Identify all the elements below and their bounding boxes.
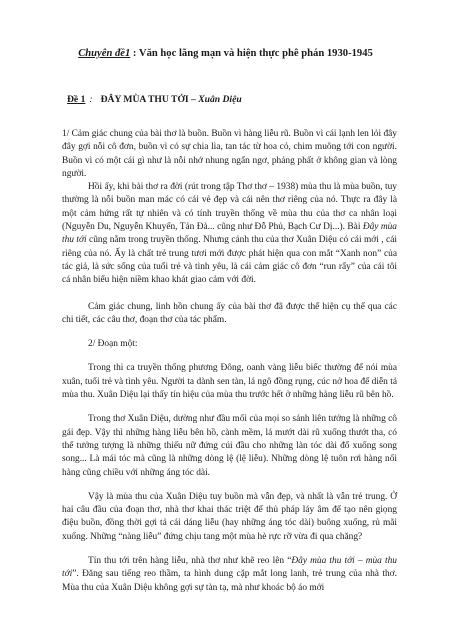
de-separator: :: [89, 94, 93, 105]
paragraph-2: [62, 181, 397, 287]
de-author: Xuân Diệu: [198, 94, 242, 105]
paragraph-3: Cảm giác chung, linh hồn chung ấy của bài thơ đã được thể hiện cụ thể qua các chi tiết, các câu thơ, đoạn thơ của tác phẩm.: [62, 301, 397, 325]
chuyen-de-separator: :: [130, 48, 139, 59]
paragraph-8: [62, 555, 397, 595]
paragraph-5: Trong thi ca truyền thống phương Đông, oanh vàng liễu biếc thường để nói mùa xuân, tuổi trẻ và tình yêu. Người ta dành sen tàn, lá ngô đồng rụng, cúc nở hoa để diễn tả mùa thu. Xuân Diệu lại thấy tín hiệu của mùa thu trước hết ở những hàng liễu rũ bên hồ.: [62, 363, 397, 401]
de-heading: [67, 94, 242, 105]
poem-title-italic: Đây mùa thu tới: [62, 222, 397, 246]
section-2-heading: 2/ Đoạn một:: [88, 339, 138, 350]
de-label: Đề 1: [67, 94, 86, 105]
paragraph-7: Vậy là mùa thu của Xuân Diệu tuy buồn mà vẫn đẹp, và nhất là vẫn trẻ trung. Ở hai câu đầu của đoạn thơ, nhà thơ khai thác triệt để thủ pháp láy âm để tạo nên giọng điệu buồn, đồng thời gợi tả cái dáng liễu (hay những áng tóc dài) buông xuống, rủ mãi xuống. Những “nàng liễu” đứng chịu tang một mùa hè rực rỡ vừa đi qua chăng?: [62, 491, 397, 542]
chuyen-de-heading: [0, 48, 451, 59]
paragraph-8-text-a: Tín thu tới trên hàng liễu, nhà thơ như khẽ reo lên “: [88, 556, 292, 567]
chuyen-de-label: Chuyên đề1: [78, 48, 131, 59]
paragraph-1: 1/ Cảm giác chung của bài thơ là buồn. Buồn vì hàng liễu rũ. Buồn vì cái lạnh len lỏi đây đây gợi nỗi cô đơn, buồn vì có sự chia lìa, tan tác từ hoa cỏ, chim muông tới con người. Buồn vì có một cái gì như là nỗi nhớ nhung ngẩn ngơ, phảng phất ở không gian và lòng người.: [62, 129, 397, 179]
de-title: ĐÂY MÙA THU TỚI –: [100, 94, 199, 105]
paragraph-2-text-b: cũng nằm trong truyền thống. Nhưng cảnh thu của thơ Xuân Diệu có cái mới , cái riêng của nó. Ấy là chất trẻ trung tươi mới được phát hiện qua con mắt “Xanh non” của tác giả, là sức sống của tuổi trẻ và tình yêu, là cái cảm giác cô đơn “run rẩy” của cái tôi cá nhân biểu hiện niềm khao khát giao cảm với đời.: [62, 235, 397, 286]
paragraph-6: Trong thơ Xuân Diệu, dường như đầu mối của mọi so sánh liên tưởng là những cô gái đẹp. Vậy thì những hàng liễu bên hồ, cành mềm, lá mướt dài rũ xuống thướt tha, có thể tưởng tượng là những thiếu nữ đứng cúi đầu cho những làn tóc dài đổ xuống song song... Là mái tóc mà cũng là những dòng lệ (lệ liễu). Những dòng lệ tuôn rơi hàng nối hàng cũng chiều với những áng tóc dài.: [62, 414, 397, 478]
paragraph-8-text-b: ”. Đăng sau tiếng reo thầm, ta hình dung cặp mắt long lanh, trẻ trung của nhà thơ. Mùa thu của Xuân Diệu không gợi sự tàn tạ, mà như khoác bộ áo mới: [62, 569, 397, 593]
paragraph-2-text-a: Hồi ấy, khi bài thơ ra đời (rút trong tập Thơ thơ – 1938) mùa thu là mùa buồn, tuy thường là nỗi buồn man mác có cái vẻ đẹp và cái nên thơ riêng của nó. Thực ra đây là một cảm hứng rất tự nhiên và có tính truyền thống về mùa thu của thơ ca nhân loại (Nguyễn Du, Nguyễn Khuyến, Tản Đà... cũng như Đỗ Phủ, Bạch Cư Dị...). Bài: [62, 182, 397, 233]
document-body: [62, 128, 397, 595]
chuyen-de-title: Văn học lãng mạn và hiện thực phê phán 1930-1945: [138, 48, 373, 59]
poem-quote-italic: Đây mùa thu tới – mùa thu tới: [62, 556, 397, 580]
